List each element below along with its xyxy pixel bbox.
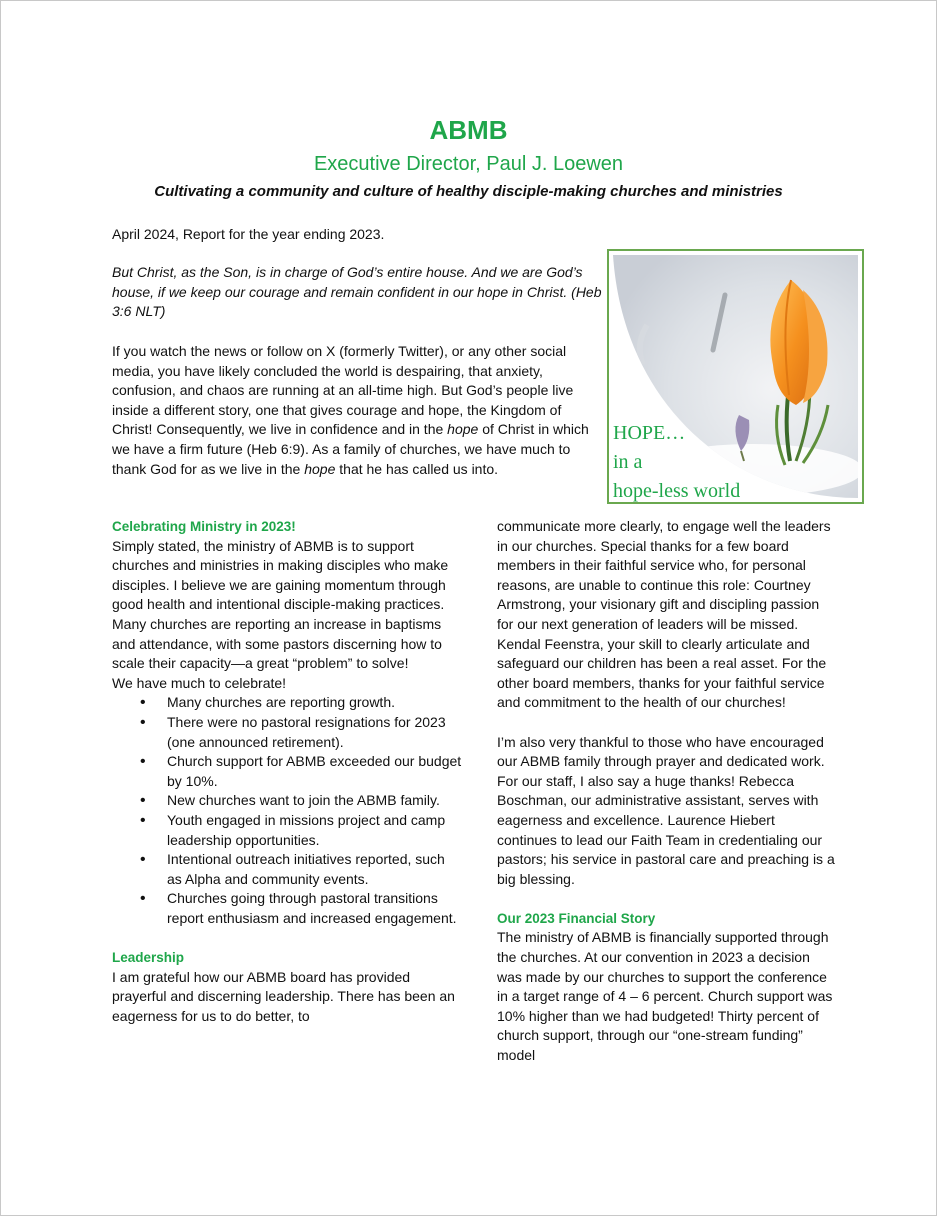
caption-line-2: in a xyxy=(613,451,643,473)
list-item: • New churches want to join the ABMB family. xyxy=(167,791,462,811)
celebration-list xyxy=(112,693,462,928)
intro-paragraph xyxy=(112,342,602,479)
celebrating-body: Simply stated, the ministry of ABMB is to support churches and ministries in making disciples who make disciples. I believe we are gaining momentum through good health and intentional disciple-making practices. Many churches are reporting an increase in baptisms and attendance, with some pastors discerning how to scale their capacity—a great “problem” to solve! xyxy=(112,537,449,672)
right-column xyxy=(497,517,837,1066)
caption-line-1: HOPE… xyxy=(613,422,686,444)
celebrating-lead: We have much to celebrate! xyxy=(112,674,287,691)
page-title: ABMB xyxy=(429,115,508,145)
page-subtitle: Executive Director, Paul J. Loewen xyxy=(313,153,624,175)
list-item: • Church support for ABMB exceeded our budget by 10%. xyxy=(167,752,462,791)
section-heading-celebrating: Celebrating Ministry in 2023! xyxy=(112,519,296,534)
intro-emphasis-1: hope xyxy=(447,421,479,438)
thanks-paragraph: I’m also very thankful to those who have encouraged our ABMB family through prayer and dedicated work. For our staff, I also say a huge thanks! Rebecca Boschman, our administrative assistant, serves with eagerness and excellence. Laurence Hiebert continues to lead our Faith Team in credentialing our pastors; his service in pastoral care and preaching is a big blessing. xyxy=(497,733,835,887)
list-item: • Many churches are reporting growth. xyxy=(167,693,462,713)
leadership-body-start: I am grateful how our ABMB board has provided prayerful and discerning leadership. There has been an eagerness for us to do better, to xyxy=(112,968,455,1024)
left-column xyxy=(112,517,462,1026)
tagline: Cultivating a community and culture of healthy disciple-making churches and ministries xyxy=(154,183,783,200)
financial-body: The ministry of ABMB is financially supported through the churches. At our convention in 2023 a decision was made by our churches to support the conference in a target range of 4 – 6 percent. Church support was 10% higher than we had budgeted! Thirty percent of church support, through our “one-stream funding” model xyxy=(497,929,833,1064)
section-heading-financial: Our 2023 Financial Story xyxy=(497,910,656,926)
scripture-verse: But Christ, as the Son, is in charge of God’s entire house. And we are God’s house, if we keep our courage and remain confident in our hope in Christ. (Heb 3:6 NLT) xyxy=(112,264,602,320)
list-item: • Churches going through pastoral transitions report enthusiasm and increased engagement. xyxy=(167,889,462,928)
section-heading-leadership: Leadership xyxy=(112,950,185,966)
intro-text-2: of Christ in which we have a firm future (Heb 6:9). As a family of churches, we have much to thank God for as we live in the xyxy=(112,421,589,477)
intro-text-1: If you watch the news or follow on X (formerly Twitter), or any other social media, you have likely concluded the world is despairing, that anxiety, confusion, and chaos are running at an all-time high. But God’s people live inside a different story, one that gives courage and hope, the Kingdom of Christ! Consequently, we live in confidence and in the xyxy=(112,343,574,438)
intro-emphasis-2: hope xyxy=(304,460,336,477)
image-caption xyxy=(613,419,740,506)
intro-text-3: that he has called us into. xyxy=(335,460,499,477)
list-item: • There were no pastoral resignations for 2023 (one announced retirement). xyxy=(167,713,462,752)
list-item: • Youth engaged in missions project and camp leadership opportunities. xyxy=(167,811,462,850)
caption-line-3: hope-less world xyxy=(613,480,741,502)
leadership-body-continued: communicate more clearly, to engage well the leaders in our churches. Special thanks for a few board members in their faithful service who, for personal reasons, are unable to continue this role: Courtney Armstrong, your visionary gift and discipling passion for our next generation of leaders will be missed. Kendal Feenstra, your skill to clearly articulate and safeguard our children has been a real asset. For the other board members, thanks for your faithful service and commitment to the health of our churches! xyxy=(497,518,831,711)
report-date: April 2024, Report for the year ending 2023. xyxy=(112,226,385,242)
list-item: • Intentional outreach initiatives reported, such as Alpha and community events. xyxy=(167,850,462,889)
